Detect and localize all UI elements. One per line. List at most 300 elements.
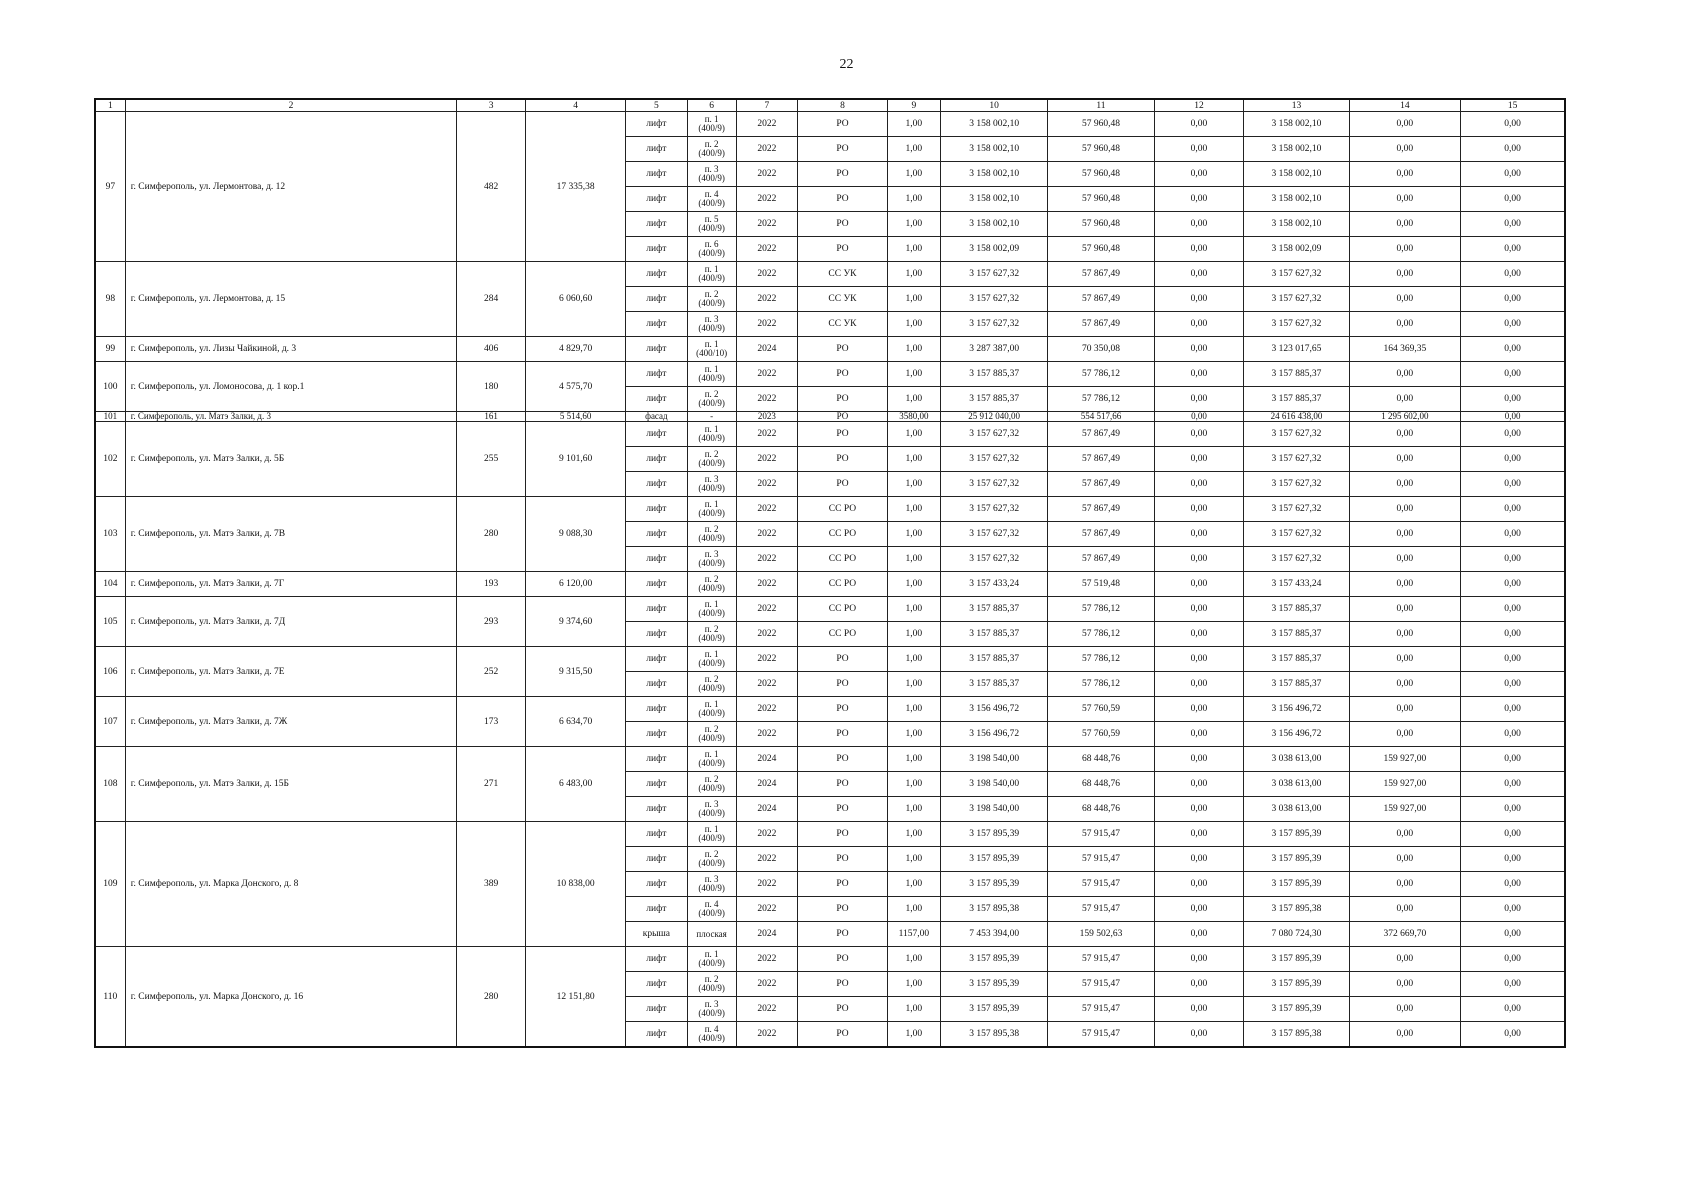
year: 2023 — [736, 412, 798, 422]
work-item-label: п. 2 — [704, 139, 719, 149]
quantity: 1,00 — [887, 287, 940, 312]
fund-fsr: 0,00 — [1154, 187, 1244, 212]
house-area: 12 151,80 — [526, 947, 626, 1048]
cost-sd: 57 915,47 — [1048, 972, 1154, 997]
fund-owners: 0,00 — [1349, 897, 1461, 922]
fund-other: 0,00 — [1461, 312, 1565, 337]
fund-method: СС РО — [798, 597, 888, 622]
fund-fsr: 0,00 — [1154, 312, 1244, 337]
total-cost: 3 158 002,09 — [940, 237, 1047, 262]
fund-regional: 3 157 895,39 — [1244, 997, 1349, 1022]
work-item-code: (400/9) — [698, 323, 725, 333]
year: 2022 — [736, 697, 798, 722]
work-type: лифт — [626, 672, 688, 697]
work-item-label: п. 3 — [704, 549, 719, 559]
column-number-12: 12 — [1154, 99, 1244, 112]
fund-owners: 0,00 — [1349, 287, 1461, 312]
fund-method: РО — [798, 647, 888, 672]
fund-method: РО — [798, 387, 888, 412]
house-address: г. Симферополь, ул. Марка Донского, д. 8 — [125, 822, 457, 947]
work-item — [687, 922, 736, 947]
year: 2022 — [736, 162, 798, 187]
year: 2022 — [736, 212, 798, 237]
total-cost: 3 157 627,32 — [940, 547, 1047, 572]
fund-other: 0,00 — [1461, 947, 1565, 972]
work-type: лифт — [626, 822, 688, 847]
year: 2022 — [736, 547, 798, 572]
fund-other: 0,00 — [1461, 872, 1565, 897]
house-area: 9 374,60 — [526, 597, 626, 647]
work-item — [687, 522, 736, 547]
fund-method: РО — [798, 822, 888, 847]
fund-fsr: 0,00 — [1154, 447, 1244, 472]
column-number-2: 2 — [125, 99, 457, 112]
fund-owners: 0,00 — [1349, 647, 1461, 672]
work-item-code: (400/9) — [698, 958, 725, 968]
fund-method: РО — [798, 672, 888, 697]
work-type: лифт — [626, 797, 688, 822]
quantity: 1,00 — [887, 362, 940, 387]
quantity: 1,00 — [887, 797, 940, 822]
fund-fsr: 0,00 — [1154, 472, 1244, 497]
work-item-label: п. 4 — [704, 899, 719, 909]
work-item-code: (400/9) — [698, 173, 725, 183]
fund-fsr: 0,00 — [1154, 822, 1244, 847]
fund-method: СС РО — [798, 497, 888, 522]
total-cost: 3 157 895,38 — [940, 897, 1047, 922]
fund-method: РО — [798, 472, 888, 497]
house-area: 6 120,00 — [526, 572, 626, 597]
fund-method: РО — [798, 237, 888, 262]
work-item-label: п. 1 — [704, 824, 719, 834]
fund-other: 0,00 — [1461, 212, 1565, 237]
works-table-container — [94, 98, 1566, 1048]
residents-count: 161 — [457, 412, 526, 422]
year: 2024 — [736, 747, 798, 772]
fund-owners: 0,00 — [1349, 822, 1461, 847]
quantity: 1,00 — [887, 312, 940, 337]
year: 2022 — [736, 312, 798, 337]
cost-sd: 57 867,49 — [1048, 447, 1154, 472]
column-number-5: 5 — [626, 99, 688, 112]
fund-other: 0,00 — [1461, 997, 1565, 1022]
total-cost: 3 157 627,32 — [940, 497, 1047, 522]
cost-sd: 57 867,49 — [1048, 287, 1154, 312]
house-area: 4 575,70 — [526, 362, 626, 412]
work-type: лифт — [626, 137, 688, 162]
fund-regional: 3 157 895,39 — [1244, 847, 1349, 872]
fund-other: 0,00 — [1461, 522, 1565, 547]
work-item-label: п. 1 — [704, 364, 719, 374]
work-item — [687, 872, 736, 897]
fund-regional: 24 616 438,00 — [1244, 412, 1349, 422]
residents-count: 173 — [457, 697, 526, 747]
residents-count: 180 — [457, 362, 526, 412]
fund-fsr: 0,00 — [1154, 112, 1244, 137]
work-item — [687, 997, 736, 1022]
cost-sd: 57 867,49 — [1048, 312, 1154, 337]
total-cost: 3 157 885,37 — [940, 672, 1047, 697]
work-item-label: п. 3 — [704, 799, 719, 809]
cost-sd: 57 915,47 — [1048, 997, 1154, 1022]
work-item-code: (400/9) — [698, 708, 725, 718]
cost-sd: 57 867,49 — [1048, 522, 1154, 547]
year: 2022 — [736, 422, 798, 447]
fund-regional: 3 157 885,37 — [1244, 647, 1349, 672]
total-cost: 3 157 627,32 — [940, 447, 1047, 472]
residents-count: 280 — [457, 947, 526, 1048]
fund-other: 0,00 — [1461, 362, 1565, 387]
year: 2022 — [736, 237, 798, 262]
work-item — [687, 722, 736, 747]
year: 2022 — [736, 187, 798, 212]
work-item-label: п. 2 — [704, 849, 719, 859]
fund-regional: 7 080 724,30 — [1244, 922, 1349, 947]
cost-sd: 57 786,12 — [1048, 672, 1154, 697]
year: 2022 — [736, 472, 798, 497]
fund-regional: 3 157 627,32 — [1244, 287, 1349, 312]
quantity: 1,00 — [887, 1022, 940, 1048]
fund-other: 0,00 — [1461, 412, 1565, 422]
fund-owners: 0,00 — [1349, 947, 1461, 972]
row-number: 107 — [95, 697, 125, 747]
fund-owners: 0,00 — [1349, 972, 1461, 997]
row-number: 108 — [95, 747, 125, 822]
quantity: 1,00 — [887, 647, 940, 672]
fund-owners: 0,00 — [1349, 112, 1461, 137]
work-item-label: п. 1 — [704, 649, 719, 659]
work-item — [687, 572, 736, 597]
row-number: 106 — [95, 647, 125, 697]
fund-other: 0,00 — [1461, 972, 1565, 997]
residents-count: 255 — [457, 422, 526, 497]
total-cost: 3 157 895,39 — [940, 847, 1047, 872]
fund-fsr: 0,00 — [1154, 922, 1244, 947]
work-item-label: п. 1 — [704, 949, 719, 959]
table-row — [95, 572, 1565, 597]
year: 2022 — [736, 112, 798, 137]
work-item-code: (400/9) — [698, 733, 725, 743]
house-address: г. Симферополь, ул. Лермонтова, д. 15 — [125, 262, 457, 337]
work-item — [687, 972, 736, 997]
cost-sd: 159 502,63 — [1048, 922, 1154, 947]
fund-method: СС РО — [798, 547, 888, 572]
fund-fsr: 0,00 — [1154, 897, 1244, 922]
work-item-label: п. 1 — [704, 114, 719, 124]
quantity: 1,00 — [887, 947, 940, 972]
house-area: 6 483,00 — [526, 747, 626, 822]
year: 2022 — [736, 287, 798, 312]
row-number: 104 — [95, 572, 125, 597]
fund-owners: 0,00 — [1349, 1022, 1461, 1048]
fund-other: 0,00 — [1461, 797, 1565, 822]
work-item-code: (400/9) — [698, 273, 725, 283]
work-item-code: (400/9) — [698, 398, 725, 408]
residents-count: 271 — [457, 747, 526, 822]
fund-fsr: 0,00 — [1154, 647, 1244, 672]
column-number-13: 13 — [1244, 99, 1349, 112]
quantity: 1,00 — [887, 472, 940, 497]
work-item — [687, 697, 736, 722]
cost-sd: 57 915,47 — [1048, 822, 1154, 847]
column-number-7: 7 — [736, 99, 798, 112]
work-type: лифт — [626, 597, 688, 622]
fund-other: 0,00 — [1461, 897, 1565, 922]
total-cost: 3 157 885,37 — [940, 387, 1047, 412]
column-number-9: 9 — [887, 99, 940, 112]
work-item-label: п. 3 — [704, 874, 719, 884]
work-item-label: п. 6 — [704, 239, 719, 249]
fund-method: РО — [798, 772, 888, 797]
table-row — [95, 112, 1565, 137]
fund-other: 0,00 — [1461, 1022, 1565, 1048]
total-cost: 3 287 387,00 — [940, 337, 1047, 362]
total-cost: 3 157 885,37 — [940, 647, 1047, 672]
residents-count: 406 — [457, 337, 526, 362]
work-type: лифт — [626, 647, 688, 672]
work-item — [687, 947, 736, 972]
total-cost: 3 157 885,37 — [940, 597, 1047, 622]
fund-other: 0,00 — [1461, 722, 1565, 747]
fund-regional: 3 123 017,65 — [1244, 337, 1349, 362]
work-item-label: п. 2 — [704, 774, 719, 784]
fund-other: 0,00 — [1461, 747, 1565, 772]
total-cost: 3 157 895,39 — [940, 822, 1047, 847]
fund-fsr: 0,00 — [1154, 497, 1244, 522]
work-item-label: п. 3 — [704, 164, 719, 174]
fund-owners: 0,00 — [1349, 872, 1461, 897]
cost-sd: 57 960,48 — [1048, 137, 1154, 162]
fund-owners: 0,00 — [1349, 422, 1461, 447]
fund-owners: 159 927,00 — [1349, 772, 1461, 797]
row-number: 103 — [95, 497, 125, 572]
fund-method: РО — [798, 447, 888, 472]
year: 2022 — [736, 847, 798, 872]
year: 2022 — [736, 1022, 798, 1048]
work-item — [687, 212, 736, 237]
fund-owners: 0,00 — [1349, 237, 1461, 262]
fund-owners: 0,00 — [1349, 497, 1461, 522]
fund-fsr: 0,00 — [1154, 697, 1244, 722]
work-item — [687, 497, 736, 522]
quantity: 1,00 — [887, 162, 940, 187]
work-type: лифт — [626, 287, 688, 312]
fund-regional: 3 157 627,32 — [1244, 312, 1349, 337]
work-type: лифт — [626, 387, 688, 412]
quantity: 1,00 — [887, 822, 940, 847]
work-item — [687, 287, 736, 312]
fund-regional: 3 156 496,72 — [1244, 722, 1349, 747]
fund-owners: 0,00 — [1349, 697, 1461, 722]
fund-method: РО — [798, 422, 888, 447]
fund-method: РО — [798, 947, 888, 972]
fund-other: 0,00 — [1461, 162, 1565, 187]
fund-fsr: 0,00 — [1154, 972, 1244, 997]
column-number-10: 10 — [940, 99, 1047, 112]
quantity: 1,00 — [887, 187, 940, 212]
work-type: лифт — [626, 212, 688, 237]
work-item-code: (400/9) — [698, 983, 725, 993]
cost-sd: 57 786,12 — [1048, 387, 1154, 412]
quantity: 1,00 — [887, 212, 940, 237]
fund-owners: 0,00 — [1349, 387, 1461, 412]
house-address: г. Симферополь, ул. Матэ Залки, д. 7В — [125, 497, 457, 572]
year: 2022 — [736, 362, 798, 387]
work-item-code: (400/9) — [698, 1008, 725, 1018]
year: 2024 — [736, 797, 798, 822]
fund-fsr: 0,00 — [1154, 947, 1244, 972]
work-item-code: (400/9) — [698, 483, 725, 493]
house-area: 5 514,60 — [526, 412, 626, 422]
fund-owners: 0,00 — [1349, 312, 1461, 337]
cost-sd: 57 786,12 — [1048, 647, 1154, 672]
quantity: 1,00 — [887, 522, 940, 547]
fund-owners: 0,00 — [1349, 162, 1461, 187]
work-item-code: (400/9) — [698, 508, 725, 518]
work-type: лифт — [626, 572, 688, 597]
house-address: г. Симферополь, ул. Матэ Залки, д. 5Б — [125, 422, 457, 497]
quantity: 1,00 — [887, 137, 940, 162]
work-item-code: (400/9) — [698, 583, 725, 593]
work-type: лифт — [626, 497, 688, 522]
work-item-label: п. 4 — [704, 1024, 719, 1034]
fund-fsr: 0,00 — [1154, 162, 1244, 187]
table-row — [95, 412, 1565, 422]
cost-sd: 57 786,12 — [1048, 597, 1154, 622]
row-number: 102 — [95, 422, 125, 497]
work-type: лифт — [626, 187, 688, 212]
work-item-code: (400/9) — [698, 198, 725, 208]
house-address: г. Симферополь, ул. Матэ Залки, д. 3 — [125, 412, 457, 422]
work-item — [687, 412, 736, 422]
fund-method: РО — [798, 972, 888, 997]
cost-sd: 57 915,47 — [1048, 1022, 1154, 1048]
work-item-label: п. 2 — [704, 524, 719, 534]
table-row — [95, 647, 1565, 672]
house-area: 9 088,30 — [526, 497, 626, 572]
cost-sd: 68 448,76 — [1048, 797, 1154, 822]
quantity: 1,00 — [887, 112, 940, 137]
work-type: лифт — [626, 622, 688, 647]
work-item — [687, 162, 736, 187]
fund-method: СС УК — [798, 287, 888, 312]
fund-owners: 0,00 — [1349, 212, 1461, 237]
house-address: г. Симферополь, ул. Матэ Залки, д. 15Б — [125, 747, 457, 822]
fund-fsr: 0,00 — [1154, 622, 1244, 647]
residents-count: 193 — [457, 572, 526, 597]
work-type: лифт — [626, 362, 688, 387]
fund-regional: 3 157 885,37 — [1244, 362, 1349, 387]
work-item-label: плоская — [696, 928, 727, 939]
fund-owners: 0,00 — [1349, 447, 1461, 472]
fund-method: РО — [798, 1022, 888, 1048]
work-item — [687, 772, 736, 797]
work-item-code: (400/9) — [698, 658, 725, 668]
fund-fsr: 0,00 — [1154, 722, 1244, 747]
quantity: 1,00 — [887, 422, 940, 447]
work-type: лифт — [626, 772, 688, 797]
row-number: 105 — [95, 597, 125, 647]
total-cost: 3 198 540,00 — [940, 772, 1047, 797]
total-cost: 7 453 394,00 — [940, 922, 1047, 947]
work-item-code: (400/9) — [698, 683, 725, 693]
total-cost: 3 157 885,37 — [940, 362, 1047, 387]
fund-owners: 0,00 — [1349, 522, 1461, 547]
fund-regional: 3 158 002,09 — [1244, 237, 1349, 262]
column-number-15: 15 — [1461, 99, 1565, 112]
work-type: лифт — [626, 747, 688, 772]
row-number: 101 — [95, 412, 125, 422]
page-number: 22 — [839, 57, 854, 72]
work-item — [687, 387, 736, 412]
work-item-code: (400/9) — [698, 858, 725, 868]
fund-method: РО — [798, 412, 888, 422]
total-cost: 3 157 627,32 — [940, 262, 1047, 287]
table-row — [95, 597, 1565, 622]
cost-sd: 57 786,12 — [1048, 622, 1154, 647]
quantity: 1,00 — [887, 387, 940, 412]
work-item-label: п. 2 — [704, 574, 719, 584]
year: 2024 — [736, 922, 798, 947]
work-item — [687, 672, 736, 697]
quantity: 1157,00 — [887, 922, 940, 947]
cost-sd: 554 517,66 — [1048, 412, 1154, 422]
fund-method: РО — [798, 797, 888, 822]
work-type: лифт — [626, 872, 688, 897]
total-cost: 3 198 540,00 — [940, 747, 1047, 772]
fund-fsr: 0,00 — [1154, 1022, 1244, 1048]
row-number: 110 — [95, 947, 125, 1048]
fund-regional: 3 157 627,32 — [1244, 422, 1349, 447]
total-cost: 3 158 002,10 — [940, 112, 1047, 137]
year: 2022 — [736, 647, 798, 672]
fund-regional: 3 038 613,00 — [1244, 797, 1349, 822]
fund-method: РО — [798, 112, 888, 137]
residents-count: 284 — [457, 262, 526, 337]
row-number: 100 — [95, 362, 125, 412]
fund-fsr: 0,00 — [1154, 572, 1244, 597]
work-type: лифт — [626, 972, 688, 997]
fund-other: 0,00 — [1461, 772, 1565, 797]
fund-fsr: 0,00 — [1154, 872, 1244, 897]
quantity: 1,00 — [887, 672, 940, 697]
quantity: 1,00 — [887, 337, 940, 362]
work-type: лифт — [626, 697, 688, 722]
work-type: лифт — [626, 237, 688, 262]
year: 2022 — [736, 497, 798, 522]
work-item — [687, 597, 736, 622]
table-row — [95, 262, 1565, 287]
work-item-label: п. 1 — [704, 599, 719, 609]
fund-method: РО — [798, 747, 888, 772]
fund-owners: 0,00 — [1349, 997, 1461, 1022]
quantity: 1,00 — [887, 997, 940, 1022]
table-row — [95, 422, 1565, 447]
fund-owners: 0,00 — [1349, 597, 1461, 622]
work-item-label: п. 2 — [704, 724, 719, 734]
fund-regional: 3 157 895,39 — [1244, 822, 1349, 847]
work-item — [687, 747, 736, 772]
fund-other: 0,00 — [1461, 622, 1565, 647]
work-item-code: (400/9) — [698, 248, 725, 258]
cost-sd: 57 915,47 — [1048, 947, 1154, 972]
cost-sd: 57 960,48 — [1048, 237, 1154, 262]
fund-other: 0,00 — [1461, 112, 1565, 137]
fund-other: 0,00 — [1461, 847, 1565, 872]
cost-sd: 57 960,48 — [1048, 187, 1154, 212]
total-cost: 3 157 627,32 — [940, 422, 1047, 447]
fund-regional: 3 158 002,10 — [1244, 162, 1349, 187]
